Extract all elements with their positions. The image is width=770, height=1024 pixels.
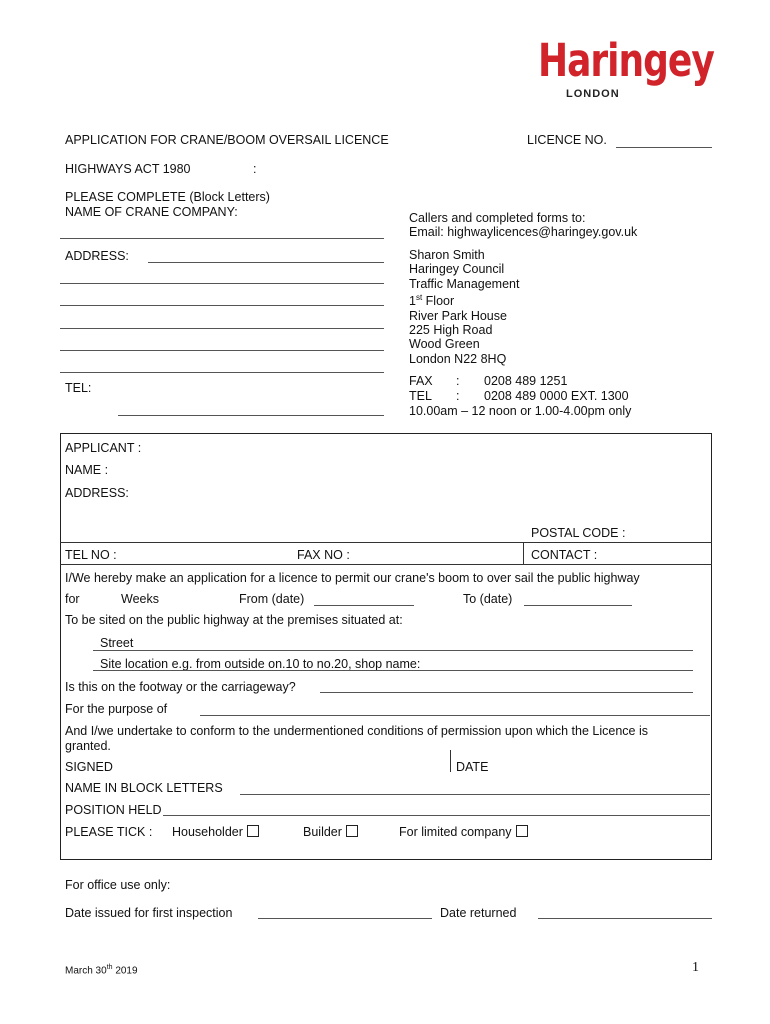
contact-city: London N22 8HQ xyxy=(409,351,507,366)
tel-number: 0208 489 0000 EXT. 1300 xyxy=(484,389,629,403)
company-address-label: ADDRESS: xyxy=(65,249,129,263)
limited-company-option[interactable]: For limited company xyxy=(399,825,528,839)
contact-label[interactable]: CONTACT : xyxy=(531,548,598,562)
street-field[interactable] xyxy=(93,650,693,651)
weeks-label[interactable]: Weeks xyxy=(121,592,159,606)
contact-area: Wood Green xyxy=(409,337,480,352)
purpose-label: For the purpose of xyxy=(65,702,168,716)
office-hours: 10.00am – 12 noon or 1.00-4.00pm only xyxy=(409,404,632,418)
fax-number: 0208 489 1251 xyxy=(484,374,568,388)
site-location-field[interactable] xyxy=(93,670,693,671)
block-name-field[interactable] xyxy=(240,794,710,795)
contact-building: River Park House xyxy=(409,308,507,323)
company-address-line-2[interactable] xyxy=(60,283,384,284)
date-returned-label: Date returned xyxy=(440,906,517,920)
householder-checkbox[interactable] xyxy=(247,825,259,837)
site-location-label[interactable]: Site location e.g. from outside on.10 to no.20, shop name: xyxy=(100,657,421,671)
householder-option[interactable]: Householder xyxy=(172,825,259,839)
from-date-field[interactable] xyxy=(314,605,414,606)
purpose-field[interactable] xyxy=(200,715,710,716)
contact-block xyxy=(409,211,709,366)
company-address-line-6[interactable] xyxy=(60,372,384,373)
date-issued-label: Date issued for first inspection xyxy=(65,906,233,920)
haringey-logo xyxy=(538,36,714,106)
row-divider xyxy=(60,542,712,543)
licence-no-label: LICENCE NO. xyxy=(527,133,607,147)
signed-divider xyxy=(450,750,451,772)
highways-act-colon: : xyxy=(253,162,257,176)
fax-line: FAX xyxy=(409,374,433,388)
footway-question: Is this on the footway or the carriageway? xyxy=(65,680,296,694)
please-tick-label: PLEASE TICK : xyxy=(65,825,153,839)
applicant-label: APPLICANT : xyxy=(65,441,142,455)
contact-org: Haringey Council xyxy=(409,262,505,277)
signed-label: SIGNED xyxy=(65,760,113,774)
from-date-label: From (date) xyxy=(239,592,305,606)
company-address-line-1[interactable] xyxy=(148,262,384,263)
crane-company-label: NAME OF CRANE COMPANY: xyxy=(65,205,238,219)
office-use-heading: For office use only: xyxy=(65,878,171,892)
date-issued-field[interactable] xyxy=(258,918,432,919)
builder-option[interactable]: Builder xyxy=(303,825,358,839)
footer-date: March 30th 2019 xyxy=(65,964,138,977)
crane-company-field[interactable] xyxy=(60,238,384,239)
for-label: for xyxy=(65,592,80,606)
contact-floor: 1st Floor xyxy=(409,293,455,309)
page-number: 1 xyxy=(692,960,699,975)
undertake-statement: And I/we undertake to conform to the undermentioned conditions of permission upon which the Licence is granted. xyxy=(65,724,648,753)
company-tel-label: TEL: xyxy=(65,381,92,395)
company-tel-field[interactable] xyxy=(118,415,384,416)
highways-act: HIGHWAYS ACT 1980 xyxy=(65,162,191,176)
contact-dept: Traffic Management xyxy=(409,276,520,291)
company-address-line-3[interactable] xyxy=(60,305,384,306)
callers-line: Callers and completed forms to: xyxy=(409,211,586,225)
fax-no-label[interactable]: FAX NO : xyxy=(297,548,350,562)
to-date-field[interactable] xyxy=(524,605,632,606)
limited-company-checkbox[interactable] xyxy=(516,825,528,837)
company-address-line-4[interactable] xyxy=(60,328,384,329)
address-label[interactable]: ADDRESS: xyxy=(65,486,129,500)
position-field[interactable] xyxy=(163,815,710,816)
block-name-label: NAME IN BLOCK LETTERS xyxy=(65,781,223,795)
postal-code-label[interactable]: POSTAL CODE : xyxy=(531,526,626,540)
contact-street: 225 High Road xyxy=(409,323,493,337)
fax-colon: : xyxy=(456,374,460,388)
tel-line: TEL xyxy=(409,389,432,403)
logo-wordmark: Haringey xyxy=(538,36,714,88)
street-label[interactable]: Street xyxy=(100,636,134,650)
sited-label: To be sited on the public highway at the premises situated at: xyxy=(65,613,403,627)
date-returned-field[interactable] xyxy=(538,918,712,919)
row-divider xyxy=(60,564,712,565)
licence-no-field[interactable] xyxy=(616,147,712,148)
position-label: POSITION HELD xyxy=(65,803,162,817)
tel-colon: : xyxy=(456,389,460,403)
form-title: APPLICATION FOR CRANE/BOOM OVERSAIL LICENCE xyxy=(65,133,389,147)
date-label: DATE xyxy=(456,760,489,774)
to-date-label: To (date) xyxy=(463,592,513,606)
application-form-box xyxy=(60,433,712,860)
builder-checkbox[interactable] xyxy=(346,825,358,837)
name-label[interactable]: NAME : xyxy=(65,463,109,477)
contact-name: Sharon Smith xyxy=(409,247,485,262)
please-complete: PLEASE COMPLETE (Block Letters) xyxy=(65,190,270,204)
tel-no-label[interactable]: TEL NO : xyxy=(65,548,117,562)
logo-subtitle: LONDON xyxy=(566,88,620,100)
contact-divider xyxy=(523,542,524,564)
email-line[interactable]: Email: highwaylicences@haringey.gov.uk xyxy=(409,225,638,240)
company-address-line-5[interactable] xyxy=(60,350,384,351)
application-statement: I/We hereby make an application for a licence to permit our crane's boom to over sail the public highway xyxy=(65,571,640,585)
footway-field[interactable] xyxy=(320,692,693,693)
